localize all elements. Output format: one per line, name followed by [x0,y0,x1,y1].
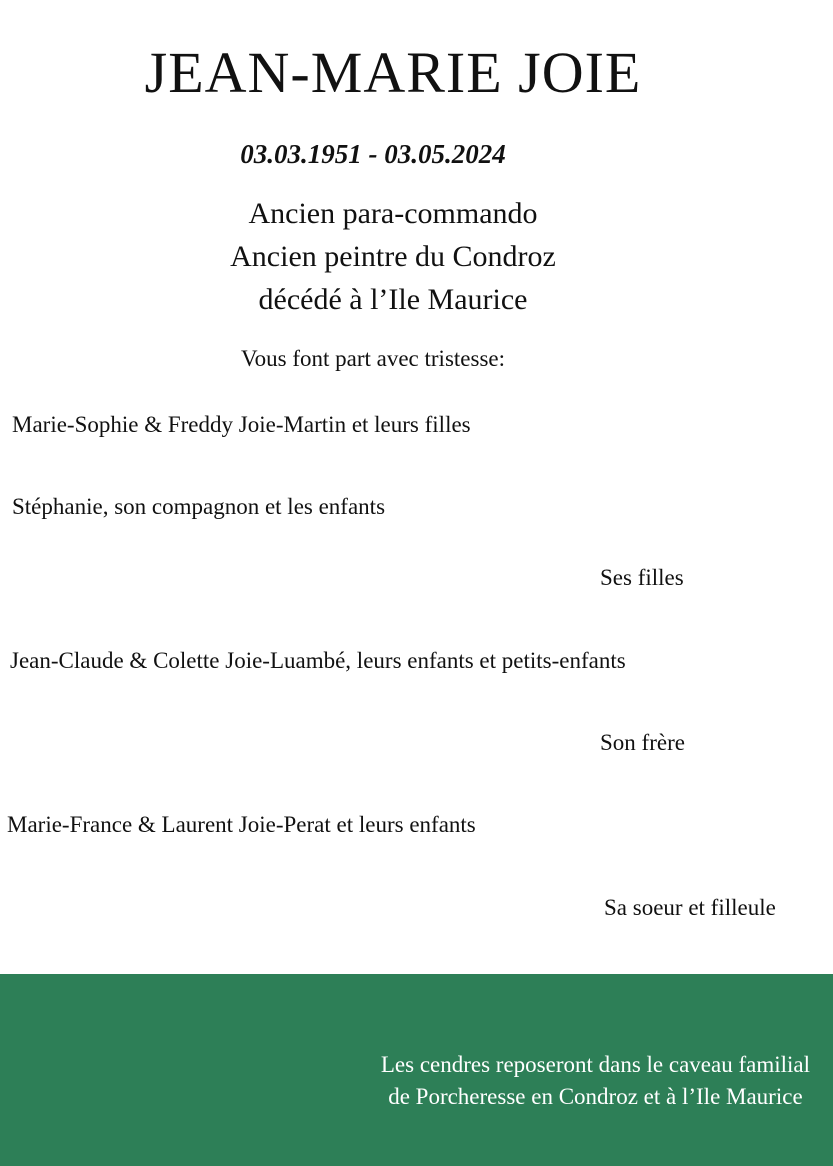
footer-line-1: Les cendres reposeront dans le caveau familial [380,1052,810,1077]
announcement-text: Vous font part avec tristesse: [240,346,506,371]
life-dates: 03.03.1951 - 03.05.2024 [240,139,506,169]
family-line-4: Marie-France & Laurent Joie-Perat et leurs enfants [7,812,476,837]
footer-line-2: de Porcheresse en Condroz et à l’Ile Maurice [388,1084,803,1109]
description-line-1: Ancien para-commando [248,197,538,230]
footer-band [0,974,833,1166]
family-role-daughters: Ses filles [600,565,684,590]
family-line-2: Stéphanie, son compagnon et les enfants [12,494,386,519]
family-line-3: Jean-Claude & Colette Joie-Luambé, leurs enfants et petits-enfants [10,648,626,673]
deceased-name: JEAN-MARIE JOIE [144,40,642,105]
description-line-3: décédé à l’Ile Maurice [258,283,528,316]
description-line-2: Ancien peintre du Condroz [230,240,556,273]
family-line-1: Marie-Sophie & Freddy Joie-Martin et leurs filles [12,412,471,437]
family-role-brother: Son frère [600,730,685,755]
footer-message [381,1049,810,1113]
family-role-sister: Sa soeur et filleule [604,895,776,920]
